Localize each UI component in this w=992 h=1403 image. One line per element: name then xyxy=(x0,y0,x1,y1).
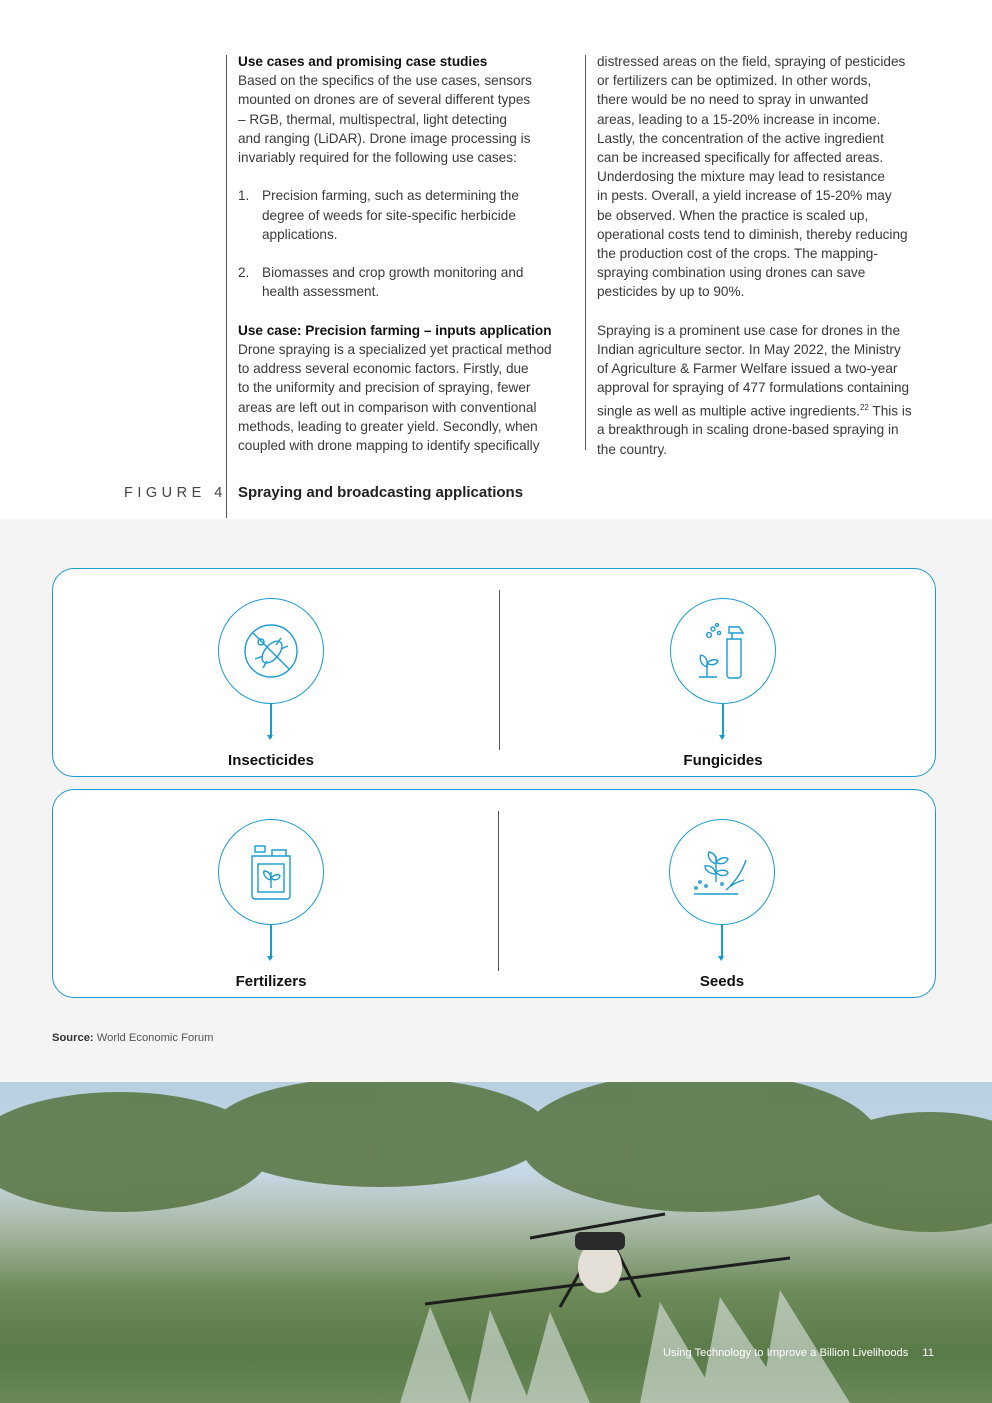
page-number: 11 xyxy=(922,1347,934,1359)
paragraph-line: coupled with drone mapping to identify specifically xyxy=(238,438,540,454)
seed-planting-icon xyxy=(690,842,754,902)
icon-circle xyxy=(670,598,776,704)
icon-circle xyxy=(669,819,775,925)
paragraph-line: and ranging (LiDAR). Drone image processing is xyxy=(238,130,531,146)
figure-item-fungicides xyxy=(623,598,823,769)
no-insect-icon xyxy=(241,621,301,681)
paragraph-line: methods, leading to greater yield. Secondly, when xyxy=(238,418,538,434)
left-column-rule xyxy=(226,55,227,518)
list-line: applications. xyxy=(262,226,338,242)
paragraph-line: distressed areas on the field, spraying of pesticides xyxy=(597,54,906,69)
item-label: Seeds xyxy=(699,973,745,990)
connector-arrow xyxy=(270,925,271,959)
paragraph-line: areas, leading to a 15-20% increase in income. xyxy=(597,111,881,127)
paragraph-line: or fertilizers can be optimized. In other words, xyxy=(597,73,872,89)
fertilizer-jerrycan-icon xyxy=(246,842,296,902)
paragraph-line: the country. xyxy=(597,441,668,457)
icon-circle xyxy=(218,819,324,925)
figure-label: FIGURE 4 xyxy=(124,485,227,501)
list-item xyxy=(238,263,578,301)
section-heading: Use cases and promising case studies xyxy=(238,54,488,69)
right-column xyxy=(597,52,942,459)
item-label: Fungicides xyxy=(683,752,763,769)
figure-item-seeds xyxy=(622,819,822,990)
paragraph-line: – RGB, thermal, multispectral, light detecting xyxy=(238,111,507,127)
list-line: health assessment. xyxy=(262,284,380,300)
connector-arrow xyxy=(721,925,722,959)
paragraph-line: approval for spraying of 477 formulations containing xyxy=(597,380,910,396)
list-number: 1. xyxy=(238,188,250,204)
paragraph-line: to the uniformity and precision of spraying, fewer xyxy=(238,380,531,396)
paragraph-line: operational costs tend to diminish, thereby reducing xyxy=(597,226,908,242)
paragraph-line: be observed. When the practice is scaled up, xyxy=(597,207,869,223)
paragraph-line: can be increased specifically for affected areas. xyxy=(597,150,884,166)
page-footer xyxy=(663,1347,934,1359)
spray-bottle-icon xyxy=(693,619,753,683)
list-line: Precision farming, such as determining the xyxy=(262,188,519,204)
section-heading: Use case: Precision farming – inputs application xyxy=(238,322,552,338)
paragraph-line: in pests. Overall, a yield increase of 15-20% may xyxy=(597,188,892,204)
source-text: World Economic Forum xyxy=(93,1032,214,1044)
paragraph-line: invariably required for the following use cases: xyxy=(238,150,517,166)
panel-divider xyxy=(498,811,499,971)
item-label: Fertilizers xyxy=(235,973,307,990)
paragraph-line: spraying combination using drones can save xyxy=(597,265,866,281)
source-note xyxy=(52,1032,213,1044)
paragraph-line: pesticides by up to 90%. xyxy=(597,284,745,300)
connector-arrow xyxy=(722,704,723,738)
paragraph-line xyxy=(597,398,942,421)
paragraph-line: a breakthrough in scaling drone-based spraying in xyxy=(597,422,899,438)
paragraph-line: of Agriculture & Farmer Welfare issued a two-year xyxy=(597,361,898,377)
figure-title: Spraying and broadcasting applications xyxy=(238,484,524,501)
connector-arrow xyxy=(270,704,271,738)
line-text: This is xyxy=(868,403,912,419)
middle-column-rule xyxy=(585,55,586,450)
left-column xyxy=(238,52,578,455)
paragraph-line: mounted on drones are of several different types xyxy=(238,92,531,108)
source-prefix: Source: xyxy=(52,1032,94,1044)
figure-item-fertilizers xyxy=(171,819,371,990)
list-line: degree of weeds for site-specific herbicide xyxy=(262,207,516,223)
list-line: Biomasses and crop growth monitoring and xyxy=(262,265,524,281)
paragraph-line: Lastly, the concentration of the active ingredient xyxy=(597,130,884,146)
paragraph-line: Spraying is a prominent use case for drones in the xyxy=(597,322,901,338)
paragraph-line: Based on the specifics of the use cases, sensors xyxy=(238,73,532,89)
footer-title: Using Technology to Improve a Billion Livelihoods xyxy=(662,1347,909,1359)
paragraph-line: Underdosing the mixture may lead to resistance xyxy=(597,169,885,185)
panel-divider xyxy=(499,590,500,750)
paragraph-line: areas are left out in comparison with conventional xyxy=(238,399,537,415)
footnote-marker[interactable]: 22 xyxy=(859,402,869,412)
paragraph-line: Drone spraying is a specialized yet practical method xyxy=(238,342,552,357)
paragraph-line: there would be no need to spray in unwanted xyxy=(597,92,869,108)
icon-circle xyxy=(218,598,324,704)
item-label: Insecticides xyxy=(228,752,314,769)
list-number: 2. xyxy=(238,265,250,281)
list-item xyxy=(238,186,578,244)
line-text: single as well as multiple active ingredients. xyxy=(597,403,860,419)
figure-item-insecticides xyxy=(171,598,371,769)
paragraph-line: to address several economic factors. Firstly, due xyxy=(238,361,529,377)
paragraph-line: Indian agriculture sector. In May 2022, the Ministry xyxy=(597,342,901,358)
paragraph-line: the production cost of the crops. The mapping- xyxy=(597,246,878,262)
